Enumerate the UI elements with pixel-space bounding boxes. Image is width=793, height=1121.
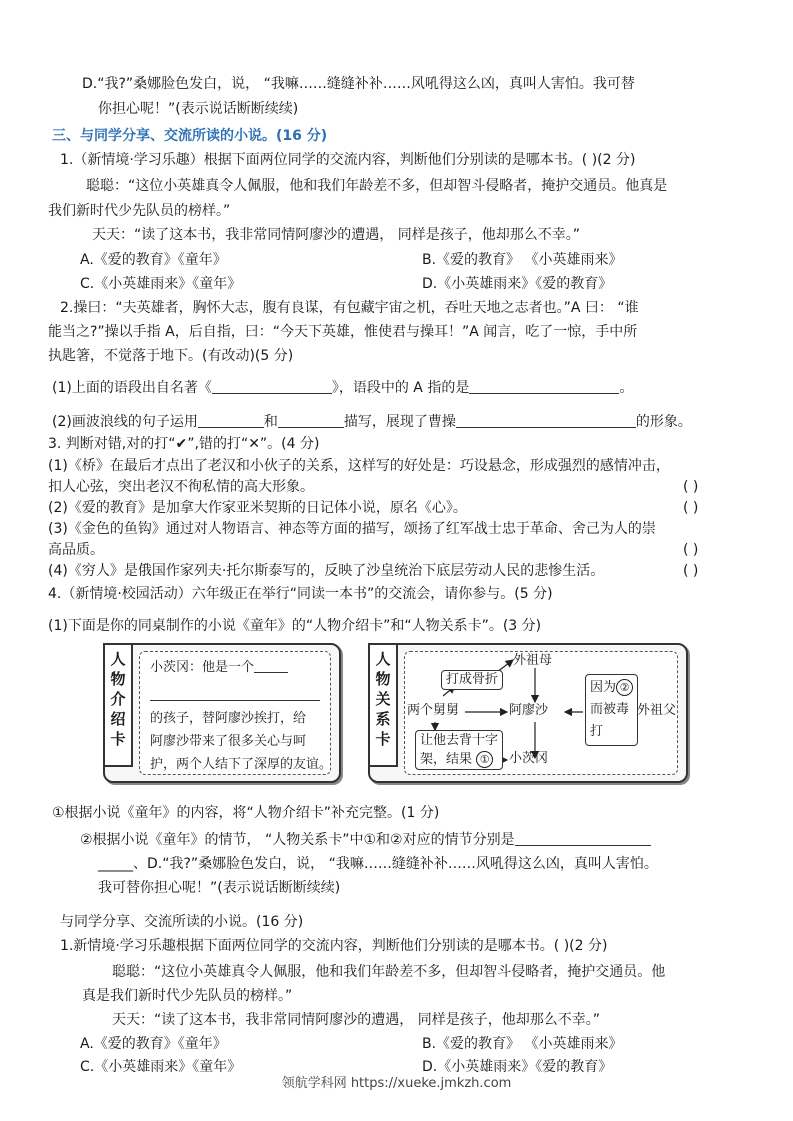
- q4-sub1: (1)下面是你的同桌制作的小说《童年》的“人物介绍卡”和“人物关系卡”。(3 分): [48, 618, 542, 634]
- intro-line4: 阿廖沙带来了很多关心与呵: [150, 734, 307, 749]
- book-title-blank[interactable]: [212, 379, 332, 394]
- q2-sub2-text-c: 描写，展现了曹操: [343, 414, 456, 430]
- q1-congcong-line2: 我们新时代少先队员的榜样。”: [48, 203, 231, 219]
- q4-task2-cont2: 我可替你担心呢！”(表示说话断断续续): [98, 880, 341, 896]
- q3-item1-line1: (1)《桥》在最后才点出了老汉和小伙子的关系，这样写的好处是：巧设悬念，形成强烈的感情冲击，: [48, 458, 670, 474]
- node-two-uncles: 两个舅舅: [407, 703, 460, 718]
- q2-sub2-text-a: (2)画波浪线的句子运用: [52, 414, 198, 430]
- q3-item4: (4)《穷人》是俄国作家列夫·托尔斯泰写的，反映了沙皇统治下底层劳动人民的悲惨生活。: [48, 563, 605, 579]
- node-beaten-fracture: 打成骨折: [441, 670, 503, 690]
- repeat-heading: 与同学分享、交流所读的小说。(16 分): [60, 914, 304, 930]
- poisoned-line: 而被毒: [590, 702, 630, 717]
- q2-sub1-text-a: (1)上面的语段出自名著《: [52, 380, 212, 396]
- intro-line1: 小茨冈：他是一个: [150, 660, 255, 675]
- q3-item3-line2: 高品质。: [48, 542, 104, 558]
- image-blank[interactable]: [456, 413, 636, 428]
- q3-item1-paren[interactable]: ( ): [683, 479, 699, 495]
- q2-sub1: [52, 378, 633, 398]
- repeat-tiantian: 天天：“读了这本书，我非常同情阿廖沙的遭遇， 同样是孩子，他却那么不幸。”: [112, 1012, 600, 1028]
- intro-blank-1[interactable]: [254, 658, 288, 673]
- footer-watermark: 领航学科网 https://xueke.jmkzh.com: [281, 1076, 512, 1091]
- repeat-congcong-line1: 聪聪：“这位小英雄真令人佩服，他和我们年龄差不多，但却智斗侵略者，掩护交通员。他: [112, 964, 666, 980]
- q3-stem: 3. 判断对错,对的打“✔”,错的打“✕”。(4 分): [48, 436, 320, 452]
- q3-item2: (2)《爱的教育》是加拿大作家亚米契斯的日记体小说，原名《心》。: [48, 500, 467, 516]
- node-xiaociguang: 小茨冈: [509, 751, 549, 766]
- q1-stem: 1.（新情境·学习乐趣）根据下面两位同学的交流内容，判断他们分别读的是哪本书。( )(2 分): [60, 152, 636, 168]
- circle-2: ②: [616, 679, 633, 696]
- option-d-line1: D.“我?”桑娜脸色发白，说， “我嘛……缝缝补补……风吼得这么凶，真叫人害怕。我可替: [82, 76, 635, 92]
- q3-item1-line2: 扣人心弦，突出老汉不徇私情的高大形象。: [48, 479, 314, 495]
- q1-option-c: C.《小英雄雨来》《童年》: [80, 276, 242, 292]
- q3-item3-paren[interactable]: ( ): [683, 542, 699, 558]
- q1-tiantian: 天天：“读了这本书，我非常同情阿廖沙的遭遇， 同样是孩子，他却那么不幸。”: [92, 227, 580, 243]
- character-relation-card-tab: 人 物 关 系 卡: [368, 643, 398, 767]
- q2-sub1-text-c: 。: [619, 380, 634, 396]
- character-intro-card: [103, 643, 341, 783]
- q2-sub1-text-b: 》，语段中的 A 指的是: [331, 380, 470, 396]
- node-grandfather: 外祖父: [637, 703, 677, 718]
- q2-line1: 2.操曰：“夫英雄者，胸怀大志，腹有良谋，有包藏宇宙之机，吞吐天地之志者也。”A 曰： “谁: [60, 300, 639, 316]
- beaten-line: 打: [590, 724, 604, 739]
- method-blank-1[interactable]: [198, 413, 264, 428]
- q1-option-a: A.《爱的教育》《童年》: [80, 252, 227, 268]
- because-label: 因为: [590, 680, 617, 695]
- q1-option-d: D.《小英雄雨来》《爱的教育》: [422, 276, 613, 292]
- q2-line2: 能当之?”操以手指 A，后自指，曰：“今天下英雄，惟使君与操耳！”A 闻言，吃了一惊，手中所: [48, 324, 638, 340]
- circle-1: ①: [476, 751, 493, 768]
- character-relation-card: [368, 643, 688, 783]
- intro-line5: 护，两个人结下了深厚的友谊。: [150, 757, 333, 772]
- repeat-option-b: B.《爱的教育》 《小英雄雨来》: [422, 1036, 623, 1052]
- option-d-line2: 你担心呢！”(表示说话断断续续): [98, 101, 299, 117]
- character-intro-card-tab: 人 物 介 绍 卡: [103, 643, 133, 767]
- q1-congcong-line1: 聪聪：“这位小英雄真令人佩服，他和我们年龄差不多，但却智斗侵略者，掩护交通员。他真是: [86, 178, 668, 194]
- repeat-congcong-line2: 真是我们新时代少先队员的榜样。”: [82, 988, 293, 1004]
- q4-task2: ②根据小说《童年》的情节， “人物关系卡”中①和②对应的情节分别是: [80, 830, 651, 850]
- q2-line3: 执匙箸，不觉落于地下。(有改动)(5 分): [48, 348, 294, 364]
- q4-task1: ①根据小说《童年》的内容，将“人物介绍卡”补充完整。(1 分): [52, 805, 440, 821]
- character-intro-content: [139, 651, 331, 775]
- q2-sub2-text-b: 和: [263, 414, 278, 430]
- repeat-option-a: A.《爱的教育》《童年》: [80, 1036, 227, 1052]
- carry-cross-line1: 让他去背十字: [420, 733, 499, 748]
- intro-line3: 的孩子，替阿廖沙挨打，给: [150, 711, 307, 726]
- q3-item3-line1: (3)《金色的鱼钩》通过对人物语言、神态等方面的描写，颂扬了红军战士忠于革命、舍己为人的崇: [48, 521, 656, 537]
- intro-blank-2[interactable]: [150, 686, 320, 701]
- node-grandmother: 外祖母: [513, 653, 553, 668]
- repeat-q1: 1.新情境·学习乐趣根据下面两位同学的交流内容，判断他们分别读的是哪本书。( )(2 分): [60, 938, 608, 954]
- person-a-blank[interactable]: [469, 379, 619, 394]
- section-heading: 三、与同学分享、交流所读的小说。(16 分): [52, 128, 328, 144]
- node-poisoned: [585, 674, 638, 746]
- carry-cross-line2: 架，结果: [420, 752, 473, 767]
- q4-stem: 4.（新情境·校园活动）六年级正在举行“同读一本书”的交流会，请你参与。(5 分): [48, 586, 553, 602]
- q2-sub2-text-d: 的形象。: [635, 414, 692, 430]
- plot-blank[interactable]: [515, 831, 651, 846]
- q3-item2-paren[interactable]: ( ): [683, 500, 699, 516]
- q4-task2-cont: _____、D.“我?”桑娜脸色发白，说， “我嘛……缝缝补补……风吼得这么凶，真叫人害怕。: [98, 856, 658, 872]
- node-carry-cross: [415, 730, 503, 770]
- method-blank-2[interactable]: [278, 413, 344, 428]
- repeat-option-d: D.《小英雄雨来》《爱的教育》: [422, 1059, 613, 1075]
- character-relation-content: [404, 651, 678, 775]
- repeat-option-c: C.《小英雄雨来》《童年》: [80, 1059, 242, 1075]
- q1-option-b: B.《爱的教育》 《小英雄雨来》: [422, 252, 623, 268]
- q3-item4-paren[interactable]: ( ): [683, 563, 699, 579]
- node-alyosha: 阿廖沙: [509, 703, 549, 718]
- q2-sub2: [52, 412, 692, 432]
